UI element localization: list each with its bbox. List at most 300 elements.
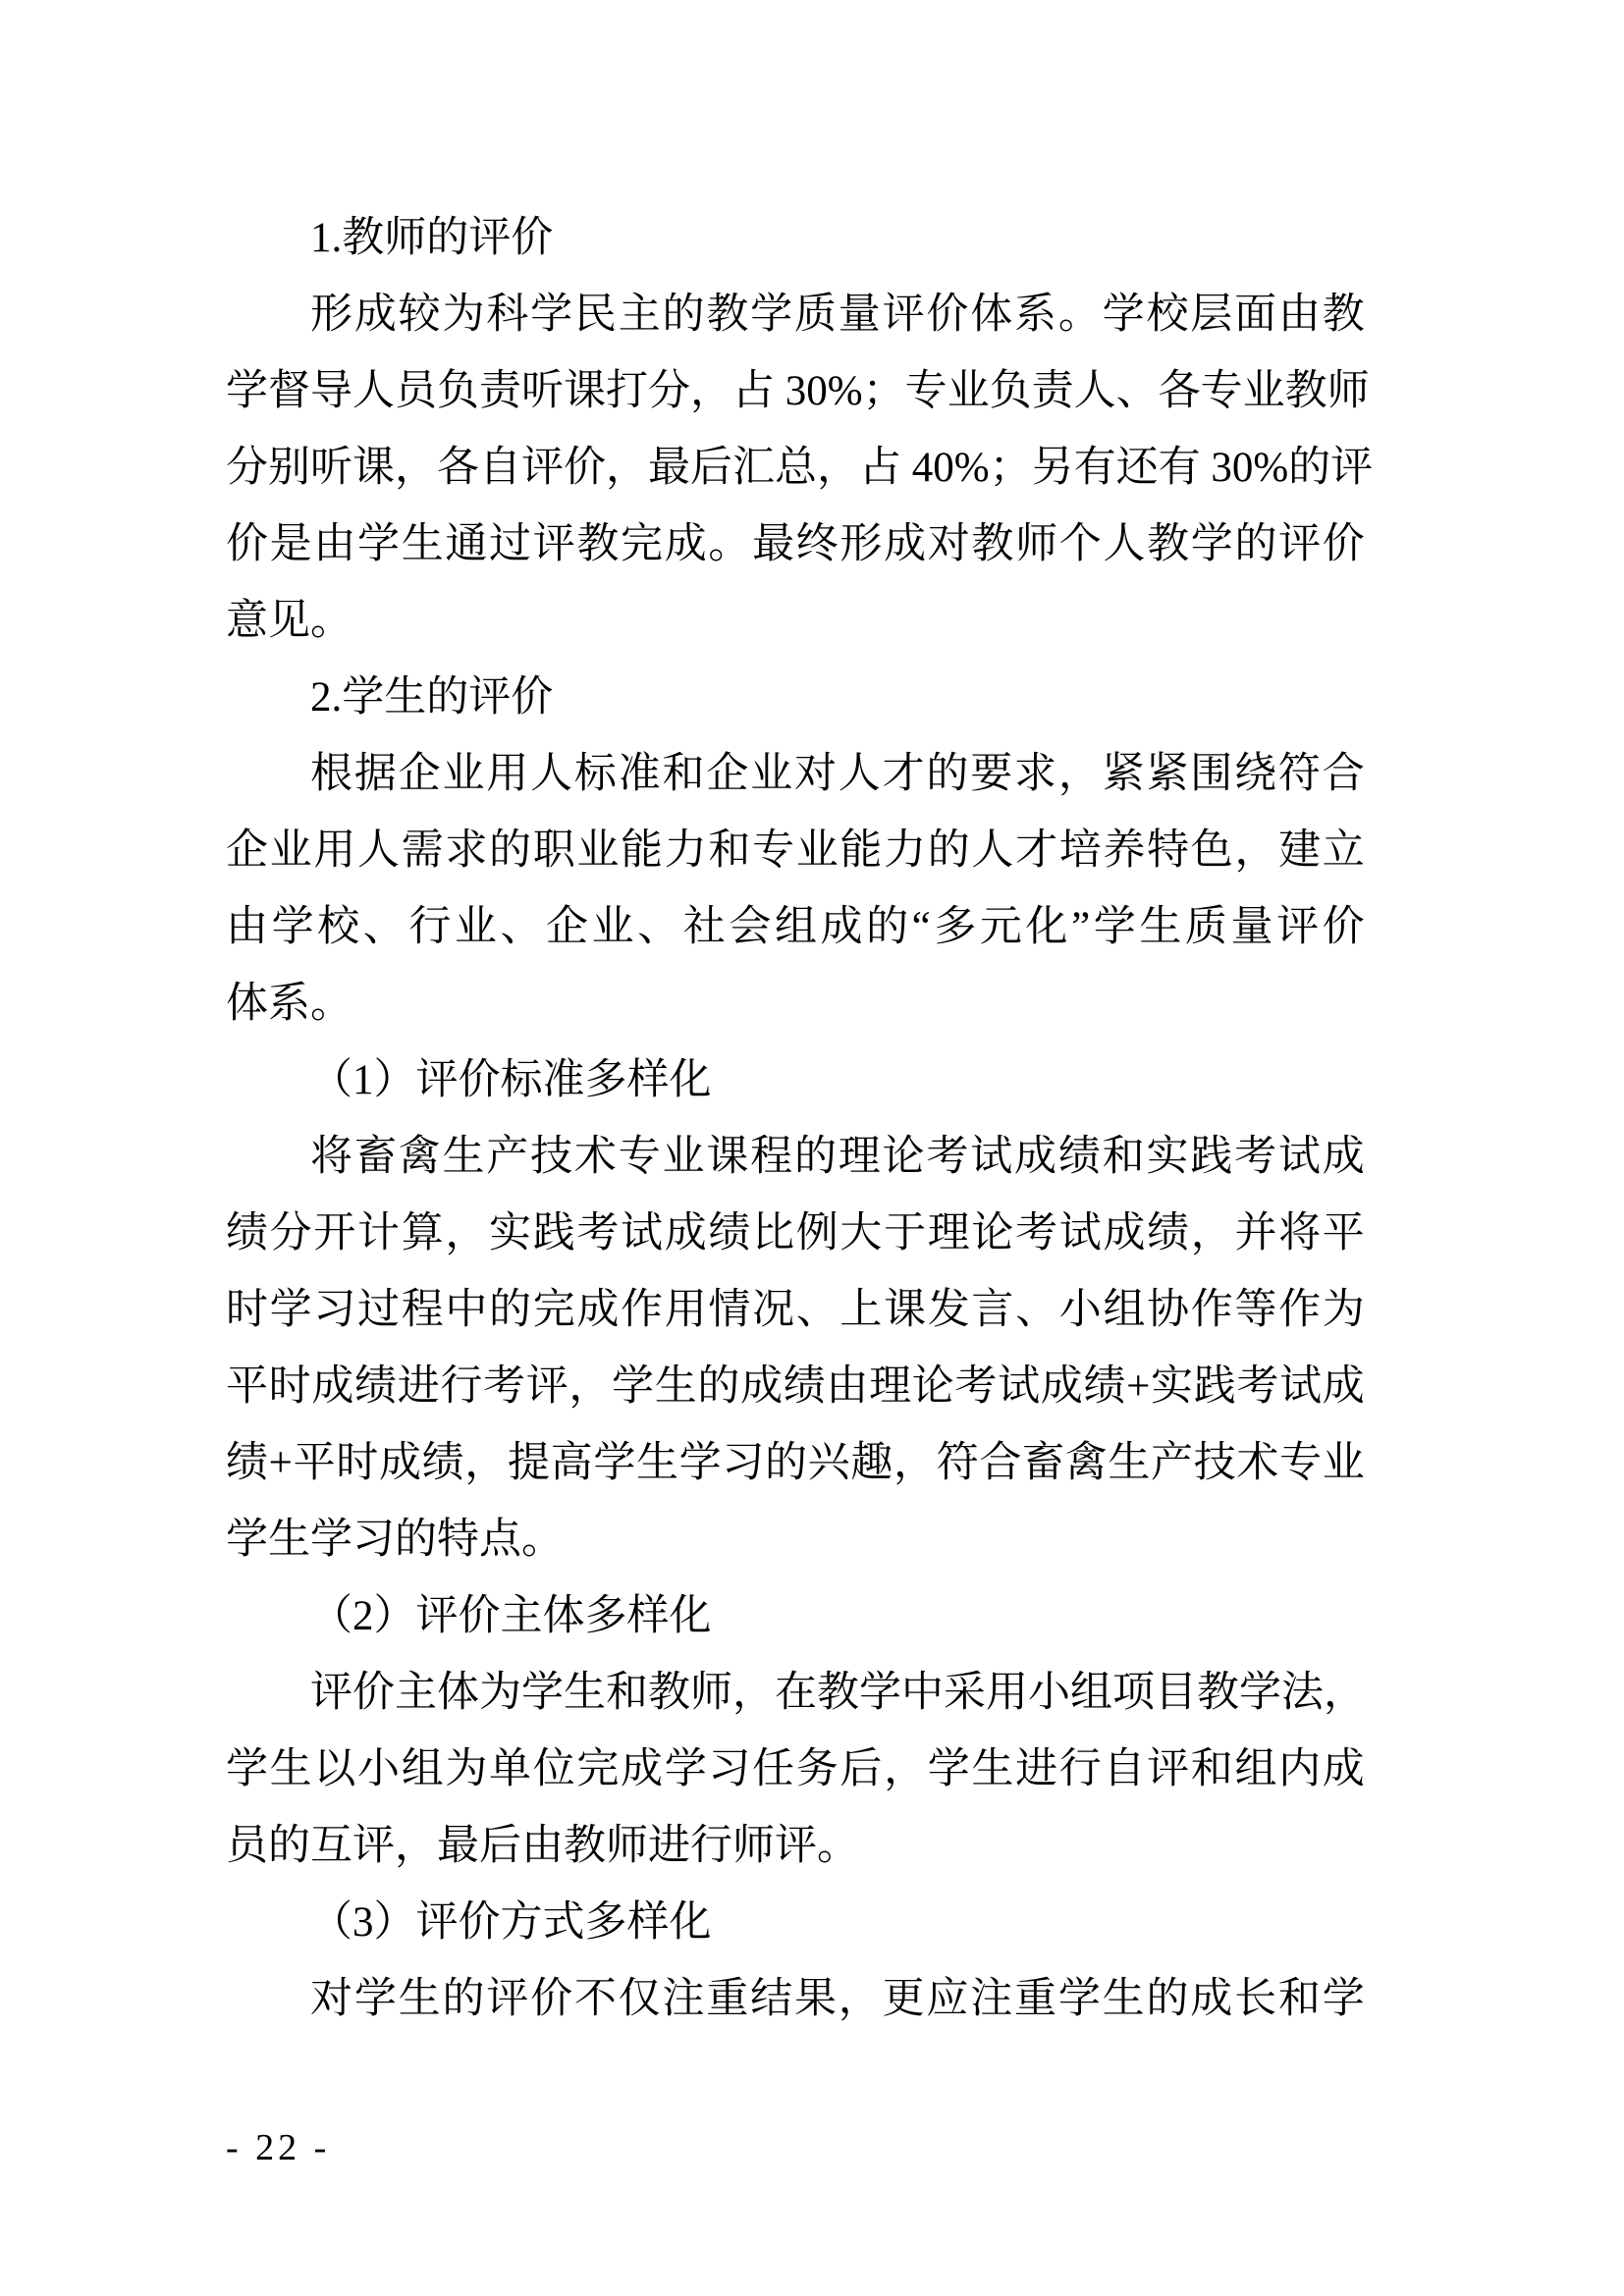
text-char: 学 — [353, 1976, 397, 2022]
text-char: 算 — [401, 1210, 444, 1256]
text-char: 特 — [1147, 828, 1190, 874]
text-char: 大 — [839, 1210, 883, 1256]
text-char: 、 — [362, 904, 406, 950]
text-char: 、 — [1015, 1287, 1058, 1333]
text-char: 生 — [1108, 1440, 1151, 1486]
text-char: 和 — [662, 751, 705, 797]
text-char: 量 — [1230, 904, 1273, 950]
text-char: 占 — [859, 445, 901, 491]
text-char: 将 — [310, 1134, 352, 1180]
text-char: 平 — [1322, 1210, 1365, 1256]
text-char: 小 — [357, 1746, 401, 1792]
text-char: 导 — [310, 368, 352, 414]
text-line — [226, 1349, 1365, 1425]
text-char: 完 — [532, 1287, 575, 1333]
text-char — [901, 430, 912, 507]
text-char: 价 — [926, 292, 969, 338]
text-char: 成 — [576, 1287, 620, 1333]
text-char: 等 — [1234, 1287, 1277, 1333]
text-char: 有 — [1158, 445, 1201, 491]
text-char: 负 — [437, 368, 479, 414]
text-char: 用 — [986, 1670, 1028, 1716]
text-char: 试 — [1277, 1134, 1321, 1180]
text-char: 业 — [662, 1134, 705, 1180]
text-char: 成 — [1322, 1363, 1365, 1410]
text-char: 学 — [593, 1440, 636, 1486]
text-char: 人 — [838, 751, 881, 797]
text-char: 考 — [1234, 1134, 1277, 1180]
text-char: 完 — [621, 521, 664, 567]
text-char: 成 — [311, 1363, 354, 1410]
text-char: 组 — [774, 904, 817, 950]
text-char: 价 — [352, 1670, 395, 1716]
text-char: 评 — [486, 1976, 529, 2022]
text-char: 生 — [1139, 904, 1182, 950]
text-char: 绩 — [1057, 1134, 1101, 1180]
text-char: 更 — [882, 1976, 925, 2022]
text-char: ” — [1071, 904, 1091, 950]
text-char: 行 — [1058, 1746, 1102, 1792]
text-char: 学 — [750, 292, 793, 338]
text-char: 生 — [401, 521, 444, 567]
text-char: 汇 — [732, 445, 775, 491]
text-char: 过 — [357, 1287, 401, 1333]
text-char: 学 — [530, 292, 573, 338]
text-char: 言 — [971, 1287, 1014, 1333]
text-char: 提 — [507, 1440, 550, 1486]
text-char: 理 — [927, 1210, 970, 1256]
text-char: 教 — [817, 1670, 859, 1716]
text-char: 质 — [1184, 904, 1227, 950]
text-char: 践 — [1190, 1134, 1233, 1180]
text-char: 发 — [927, 1287, 970, 1333]
page-number: - 22 - — [226, 2127, 331, 2168]
text-char: ， — [838, 1976, 881, 2022]
text-line — [226, 736, 1365, 813]
text-char: 中 — [901, 1670, 944, 1716]
text-char: 评 — [532, 521, 575, 567]
text-char: 学 — [664, 1746, 707, 1792]
text-char: 术 — [573, 1134, 617, 1180]
text-char: 位 — [532, 1746, 575, 1792]
text-char: 评 — [1278, 521, 1322, 567]
text-char: 教 — [1322, 292, 1365, 338]
text-char: 采 — [944, 1670, 986, 1716]
text-char: 学 — [1239, 1670, 1281, 1716]
text-char: ， — [1234, 828, 1277, 874]
text-line — [226, 1196, 1365, 1272]
text-char: 务 — [795, 1746, 839, 1792]
text-line: 员的互评，最后由教师进行师评。 — [226, 1823, 859, 1869]
text-char: 为 — [1322, 1287, 1365, 1333]
text-char: 价 — [1322, 904, 1365, 950]
text-char: 有 — [1073, 445, 1116, 491]
text-char: 化 — [1025, 904, 1068, 950]
text-char: ， — [817, 445, 859, 491]
text-char: 评 — [310, 1670, 352, 1716]
text-char: 果 — [793, 1976, 837, 2022]
text-char: 成 — [664, 521, 707, 567]
text-char: 教 — [1197, 1670, 1239, 1716]
text-char: ， — [893, 1440, 937, 1486]
text-char: 0 — [1231, 445, 1254, 491]
text-char: 成 — [353, 292, 397, 338]
text-char: 、 — [795, 1287, 839, 1333]
text-char: ， — [1324, 1670, 1366, 1716]
text-char: 长 — [1234, 1976, 1277, 2022]
text-char: 内 — [1278, 1746, 1322, 1792]
text-char: 目 — [1155, 1670, 1197, 1716]
text-char: 另 — [1031, 445, 1074, 491]
text-char: 评 — [1276, 904, 1320, 950]
text-char: 成 — [378, 1440, 421, 1486]
text-line — [226, 1272, 1365, 1349]
text-char: 企 — [398, 751, 441, 797]
text-char: 成 — [820, 904, 863, 950]
text-char: 考 — [926, 1134, 969, 1180]
text-char: 试 — [1058, 1210, 1102, 1256]
text-char: 进 — [1015, 1746, 1058, 1792]
text-char: 自 — [479, 445, 521, 491]
text-char: 对 — [793, 751, 837, 797]
text-char: 围 — [1190, 751, 1233, 797]
text-char: 时 — [268, 1363, 311, 1410]
text-char: 单 — [489, 1746, 532, 1792]
text-char: 负 — [989, 368, 1032, 414]
text-char: 会 — [729, 904, 772, 950]
text-char: 学 — [1093, 904, 1136, 950]
text-char: 能 — [839, 828, 883, 874]
text-char: 的 — [662, 292, 705, 338]
text-char: 据 — [353, 751, 397, 797]
text-line: （1）评价标准多样化 — [310, 1057, 712, 1103]
text-char: 立 — [1322, 828, 1365, 874]
text-char: 准 — [618, 751, 661, 797]
text-char: 兴 — [807, 1440, 850, 1486]
text-char: 质 — [793, 292, 837, 338]
text-char: 成 — [740, 1363, 784, 1410]
text-char: 师 — [1015, 521, 1058, 567]
text-char: ， — [732, 1670, 775, 1716]
text-char: 生 — [398, 1976, 441, 2022]
text-char: 比 — [752, 1210, 795, 1256]
text-char: 体 — [437, 1670, 479, 1716]
text-char: 评 — [1147, 1746, 1190, 1792]
text-char: 师 — [690, 1670, 732, 1716]
text-char: % — [827, 368, 863, 414]
text-char: 学 — [612, 1363, 655, 1410]
text-char: 生 — [269, 1746, 312, 1792]
text-char: 成 — [1322, 1134, 1365, 1180]
text-char: 评 — [1330, 445, 1374, 491]
text-char: 色 — [1190, 828, 1233, 874]
text-char: 学 — [859, 1670, 901, 1716]
text-char: 体 — [970, 292, 1013, 338]
text-char: 程 — [401, 1287, 444, 1333]
text-char: 习 — [708, 1746, 751, 1792]
text-line — [226, 1961, 1365, 2038]
text-line — [226, 277, 1365, 353]
text-char: 上 — [839, 1287, 883, 1333]
text-char: 成 — [1190, 1976, 1233, 2022]
text-char: 学 — [1322, 1976, 1365, 2022]
text-char: % — [953, 445, 990, 491]
text-char: 多 — [934, 904, 977, 950]
text-char: 形 — [839, 521, 883, 567]
text-char: ， — [884, 1746, 927, 1792]
text-char: 在 — [775, 1670, 817, 1716]
text-char: 的 — [1288, 445, 1331, 491]
text-char: 成 — [664, 1210, 707, 1256]
text-char: 生 — [564, 1670, 606, 1716]
text-char: 占 — [732, 368, 775, 414]
text-char: 业 — [442, 751, 485, 797]
text-char: 面 — [1234, 292, 1277, 338]
text-char: 符 — [1277, 751, 1321, 797]
text-line: （3）评价方式多样化 — [310, 1899, 712, 1946]
text-char: 对 — [927, 521, 970, 567]
text-char: 合 — [979, 1440, 1022, 1486]
text-char: 形 — [310, 292, 352, 338]
text-char: 组 — [401, 1746, 444, 1792]
text-char: ， — [445, 1210, 488, 1256]
text-char: 责 — [479, 368, 521, 414]
text-char: 不 — [573, 1976, 617, 2022]
text-char: 产 — [1151, 1440, 1194, 1486]
text-char: ， — [395, 445, 437, 491]
text-char: 应 — [926, 1976, 969, 2022]
text-char: 考 — [576, 1210, 620, 1256]
text-char: 、 — [1115, 368, 1159, 414]
text-char: 分 — [269, 1210, 312, 1256]
text-char: 论 — [911, 1363, 954, 1410]
page-body — [226, 200, 1374, 2038]
text-char: 教 — [1147, 521, 1190, 567]
text-char: 力 — [664, 828, 707, 874]
text-line — [226, 813, 1365, 889]
text-char: 成 — [621, 1746, 664, 1792]
text-char: 企 — [706, 751, 749, 797]
text-char: 为 — [445, 1746, 488, 1792]
text-char: 人 — [352, 368, 395, 414]
text-char: 于 — [884, 1210, 927, 1256]
text-char: 的 — [1146, 1976, 1189, 2022]
text-char: 0 — [933, 445, 954, 491]
text-char: 价 — [1322, 521, 1365, 567]
text-char: 终 — [795, 521, 839, 567]
text-char: 对 — [310, 1976, 352, 2022]
text-char: 人 — [1073, 368, 1116, 414]
text-char: ， — [1190, 1210, 1233, 1256]
text-char: 紧 — [1102, 751, 1145, 797]
text-line — [226, 889, 1365, 966]
text-char: 法 — [1281, 1670, 1324, 1716]
text-line — [226, 353, 1370, 430]
text-char: 专 — [1279, 1440, 1323, 1486]
text-char: 论 — [882, 1134, 925, 1180]
text-char: 由 — [826, 1363, 869, 1410]
text-char: 最 — [752, 521, 795, 567]
text-char: 生 — [442, 1134, 485, 1180]
text-char: 符 — [936, 1440, 979, 1486]
text-char: 元 — [979, 904, 1022, 950]
text-char: 践 — [1193, 1363, 1236, 1410]
text-char: 师 — [1326, 368, 1370, 414]
text-char: 科 — [486, 292, 529, 338]
text-char: ， — [606, 445, 648, 491]
text-char: ， — [1057, 751, 1101, 797]
text-char: 各 — [1158, 368, 1201, 414]
text-char — [1201, 430, 1212, 507]
text-char: 成 — [1040, 1363, 1083, 1410]
text-char: 员 — [395, 368, 437, 414]
text-char: 注 — [662, 1976, 705, 2022]
text-char: 、 — [500, 904, 543, 950]
text-char: 习 — [313, 1287, 356, 1333]
text-char: 后 — [839, 1746, 883, 1792]
text-char: 由 — [313, 521, 356, 567]
text-char: 价 — [564, 445, 606, 491]
text-char: 要 — [970, 751, 1013, 797]
text-char: 的 — [442, 1976, 485, 2022]
text-char: 听 — [521, 368, 564, 414]
text-char: 技 — [530, 1134, 573, 1180]
text-char: 作 — [1190, 1287, 1233, 1333]
text-char: 课 — [564, 368, 606, 414]
text-char: 民 — [573, 292, 617, 338]
text-char: 学 — [226, 1746, 268, 1792]
text-char: 教 — [706, 292, 749, 338]
text-char: 3 — [785, 368, 807, 414]
text-char: 标 — [573, 751, 617, 797]
text-line — [226, 1732, 1365, 1808]
text-char: 行 — [440, 1363, 483, 1410]
text-char: 主 — [395, 1670, 437, 1716]
text-char: 后 — [690, 445, 732, 491]
text-char: 各 — [437, 445, 479, 491]
text-char: 系 — [1014, 292, 1056, 338]
text-char: 时 — [226, 1287, 268, 1333]
text-char: ； — [989, 445, 1032, 491]
text-char: 社 — [682, 904, 726, 950]
text-char: 校 — [1146, 292, 1189, 338]
text-char: 绩 — [226, 1440, 268, 1486]
text-char: 最 — [648, 445, 690, 491]
text-char: 由 — [226, 904, 268, 950]
text-char: 畜 — [1022, 1440, 1065, 1486]
text-char: 时 — [336, 1440, 379, 1486]
text-char: 实 — [489, 1210, 532, 1256]
text-char: 平 — [293, 1440, 336, 1486]
text-char: 学 — [226, 368, 268, 414]
text-char: 学 — [678, 1440, 722, 1486]
text-char: 业 — [750, 751, 793, 797]
text-char: 职 — [532, 828, 575, 874]
text-char: 绩 — [1083, 1363, 1126, 1410]
text-char: 、 — [637, 904, 680, 950]
text-char: 人 — [1103, 521, 1146, 567]
text-char: 绩 — [421, 1440, 464, 1486]
page-footer — [226, 2124, 330, 2171]
text-char: 完 — [576, 1746, 620, 1792]
text-char: ， — [464, 1440, 508, 1486]
text-char: 以 — [313, 1746, 356, 1792]
text-char: 考 — [1015, 1210, 1058, 1256]
text-line — [226, 1425, 1365, 1502]
text-char: 学 — [1190, 521, 1233, 567]
text-char: 绩 — [354, 1363, 398, 1410]
text-char: 绩 — [783, 1363, 826, 1410]
text-char: 作 — [1278, 1287, 1322, 1333]
text-char: 课 — [706, 1134, 749, 1180]
text-char: 业 — [269, 828, 312, 874]
text-char: 较 — [398, 292, 441, 338]
text-char: 趣 — [850, 1440, 893, 1486]
text-char: 和 — [606, 1670, 648, 1716]
text-char: 的 — [927, 828, 970, 874]
text-char: 由 — [1277, 292, 1321, 338]
text-char: 层 — [1190, 292, 1233, 338]
text-char: 分 — [226, 445, 268, 491]
text-char: 成 — [1014, 1134, 1056, 1180]
text-char: 注 — [970, 1976, 1013, 2022]
text-char: 学 — [269, 1287, 312, 1333]
text-char: 的 — [697, 1363, 740, 1410]
text-char: 生 — [654, 1363, 697, 1410]
text-char: 价 — [226, 521, 268, 567]
text-line — [226, 507, 1365, 583]
text-char: + — [268, 1440, 293, 1486]
text-char: 试 — [1279, 1363, 1323, 1410]
text-char: 分 — [648, 368, 690, 414]
text-line: 学生学习的特点。 — [226, 1517, 564, 1563]
text-char: 自 — [1103, 1746, 1146, 1792]
text-char: 禽 — [1064, 1440, 1108, 1486]
text-char: 紧 — [1146, 751, 1189, 797]
text-char: 和 — [1190, 1746, 1233, 1792]
text-char: 理 — [838, 1134, 881, 1180]
text-char: 培 — [1058, 828, 1102, 874]
text-char: 和 — [1277, 1976, 1321, 2022]
text-char: 教 — [648, 1670, 690, 1716]
text-char: “ — [911, 904, 931, 950]
text-char: 程 — [750, 1134, 793, 1180]
text-line — [226, 1119, 1365, 1196]
text-char: 个 — [1058, 521, 1102, 567]
text-char: 试 — [621, 1210, 664, 1256]
text-char: 打 — [606, 368, 648, 414]
text-char: 计 — [357, 1210, 401, 1256]
text-char: 的 — [1234, 521, 1277, 567]
text-char: 通 — [445, 521, 488, 567]
text-char: 课 — [352, 445, 395, 491]
text-char: 作 — [621, 1287, 664, 1333]
text-char: 并 — [1234, 1210, 1277, 1256]
text-char: 建 — [1278, 828, 1322, 874]
text-char — [775, 353, 785, 430]
text-char: 中 — [445, 1287, 488, 1333]
text-line: （2）评价主体多样化 — [310, 1593, 712, 1639]
text-char: 的 — [793, 1134, 837, 1180]
text-char: 绩 — [226, 1210, 268, 1256]
text-char: 养 — [1103, 828, 1146, 874]
text-char: % — [1253, 445, 1289, 491]
text-line: 意见。 — [226, 598, 352, 644]
text-char: 成 — [1103, 1210, 1146, 1256]
text-char: 理 — [869, 1363, 912, 1410]
text-char: 学 — [1057, 1976, 1101, 2022]
text-char: 学 — [357, 521, 401, 567]
